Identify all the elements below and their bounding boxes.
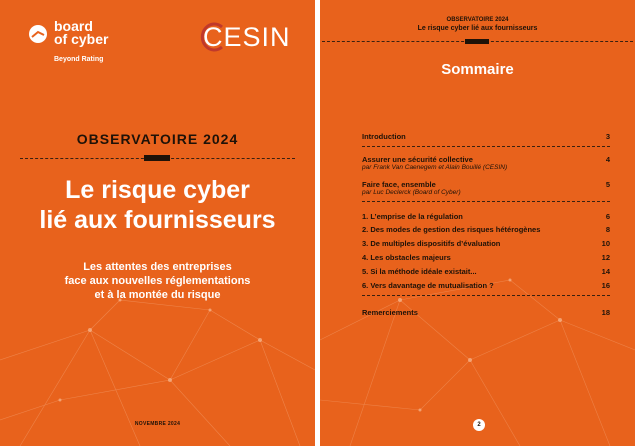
running-header-subtitle: Le risque cyber lié aux fournisseurs — [417, 25, 538, 32]
toc-title: Sommaire — [441, 61, 514, 78]
cover-page — [0, 0, 315, 446]
toc-divider — [362, 295, 610, 296]
cover-divider-block — [144, 155, 170, 161]
cover-date: NOVEMBRE 2024 — [134, 421, 181, 427]
running-header-title: OBSERVATOIRE 2024 — [446, 17, 509, 23]
observatoire-heading: OBSERVATOIRE 2024 — [76, 131, 239, 147]
board-of-cyber-tagline: Beyond Rating — [54, 56, 104, 63]
board-of-cyber-wordmark: board of cyber — [54, 18, 109, 47]
page-number-badge: 2 — [473, 419, 485, 431]
cesin-logo: CESIN — [203, 22, 291, 52]
toc-divider — [362, 201, 610, 202]
board-of-cyber-mark-icon — [28, 24, 48, 44]
header-divider-block — [465, 39, 489, 44]
toc-page: OBSERVATOIRE 2024 Le risque cyber lié aux fournisseurs Sommaire Introduction 3 Assurer une sécurité collective par Frank Van Caenegem et Alain Bouillé (CESIN) 4 Faire face, ensemble par Luc Declerck (Board of Cyber) 5 1. L’emprise de la régulation 6 2. Des modes de gestion des risques hétérogènes 8 3. De multiples dispositifs d’évaluation 10 4. Les obstacles majeurs 12 5. Si la méthode idéale existait... 14 6. Vers davantage de mutualisation ? 16 Remerciements 18 2 — [320, 0, 635, 446]
cover-subtitle: Les attentes des entreprises face aux nouvelles réglementations et à la montée du risque — [64, 261, 251, 301]
toc-divider — [362, 146, 610, 147]
cover-title: Le risque cyber lié aux fournisseurs — [39, 176, 276, 234]
